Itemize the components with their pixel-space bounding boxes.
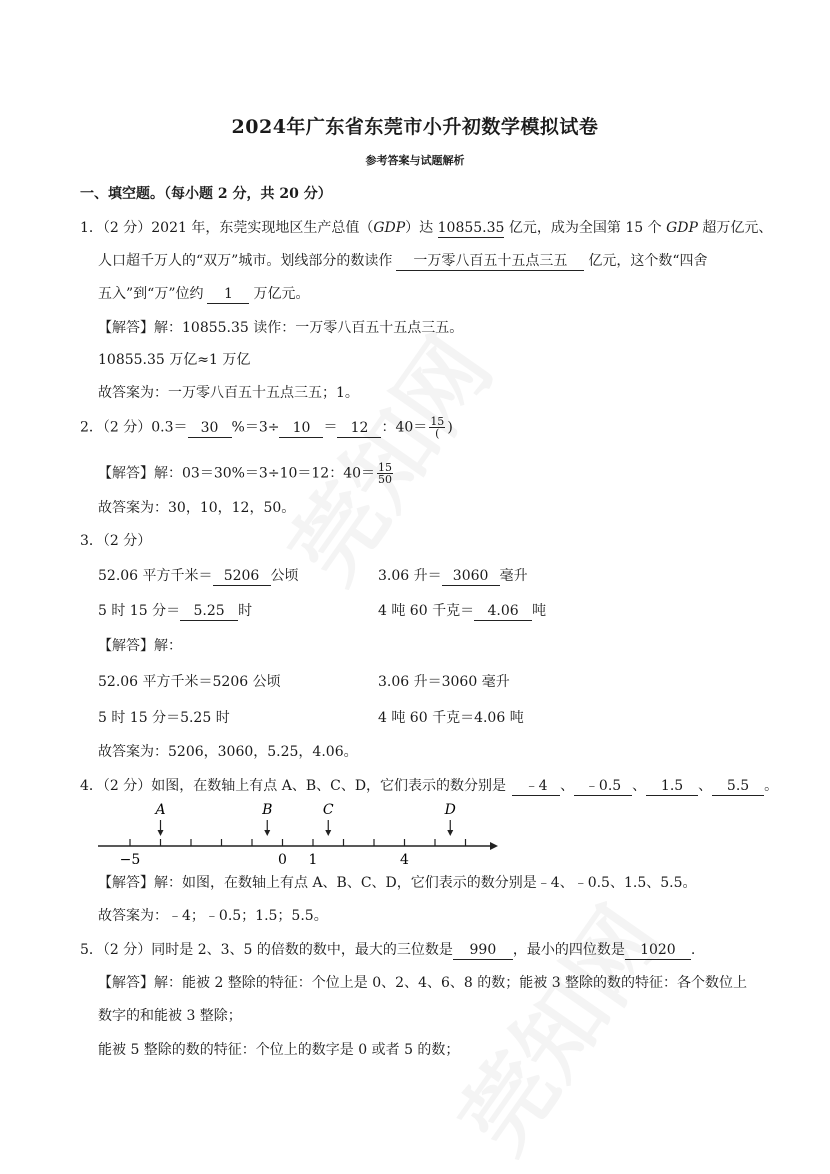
answer-blank: 5.5 [712,778,764,796]
question-3-item: 52.06 平方千米＝ 5206 公顷 [98,568,299,584]
answer-blank: 1 [207,286,249,304]
page-title: 2024年广东省东莞市小升初数学模拟试卷 [231,116,599,138]
answer-blank: 1.5 [646,778,698,796]
point-markers [153,802,455,836]
tick-label: 1 [308,852,318,868]
answer-blank: 3060 [442,568,500,586]
answer-blank: ﹣4 [512,778,560,796]
solution-text: 52.06 平方千米＝5206 公顷 [98,674,281,690]
solution-text: 5 时 15 分＝5.25 时 [98,710,230,726]
point-label: A [155,802,166,818]
tick-labels [120,852,409,868]
question-2: 2．（2 分）0.3＝ 30 %＝3÷ 10 ＝ 12 ：40＝ $\frac{15}{(}$ ) [80,415,453,440]
answer-blank: 30 [188,420,232,438]
tick-label: −5 [119,852,141,868]
question-3-item: 3.06 升＝ 3060 毫升 [378,568,528,584]
answer-summary: 故答案为：5206，3060，5.25，4.06。 [98,744,358,760]
arrow-head-icon [490,842,498,850]
tick-marks [130,839,466,846]
point-label: D [444,802,456,818]
question-4: 4．（2 分）如图，在数轴上有点 A、B、C、D，它们表示的数分别是 ﹣4 、 ﹣0.5 、 1.5 、 5.5 。 [80,778,779,794]
watermark [254,307,515,603]
question-1-line-3: 五入”到“万”位约 1 万亿元。 [98,286,310,302]
answer-blank: 5.25 [180,603,238,621]
answer-blank: 1020 [625,942,691,960]
solution-text: 数字的和能被 3 整除； [98,1008,242,1024]
fraction: $\frac{15}{(}$ [430,415,445,440]
page-subtitle: 参考答案与试题解析 [365,154,465,167]
solution-text: 【解答】解：能被 2 整除的特征：个位上是 0、2、4、6、8 的数；能被 3 整除的数的特征：各个数位上 [98,975,748,991]
number-line-figure [90,798,500,870]
solution-text: 【解答】解：10855.35 读作：一万零八百五十五点三五。 [98,320,464,336]
question-1-line-1: 1．（2 分）2021 年，东莞实现地区生产总值（GDP）达 10855.35 亿元，成为全国第 15 个 GDP 超万亿元、 [80,220,773,236]
down-arrow-icon [264,830,270,836]
tick-label: 0 [278,852,287,868]
watermark [424,877,685,1173]
down-arrow-icon [158,830,164,836]
answer-summary: 故答案为：一万零八百五十五点三五；1。 [98,385,359,401]
solution-text: 【解答】解：03＝30%＝3÷10＝12：40＝ $\frac{15}{50}$ [98,461,393,486]
point-label: B [262,802,273,818]
point-label: C [322,802,334,818]
answer-blank: 990 [453,942,513,960]
solution-text: 4 吨 60 千克＝4.06 吨 [378,710,524,726]
question-3: 3．（2 分） [80,533,152,549]
question-3-item: 5 时 15 分＝ 5.25 时 [98,603,253,619]
solution-text: 【解答】解：如图，在数轴上有点 A、B、C、D，它们表示的数分别是﹣4、﹣0.5、1.5、5.5。 [98,875,697,891]
tick-label: 4 [400,852,409,868]
fraction: $\frac{15}{50}$ [378,461,393,486]
answer-blank: 12 [337,420,381,438]
question-5: 5．（2 分）同时是 2、3、5 的倍数的数中，最大的三位数是 990 ，最小的四位数是 1020 . [80,942,696,958]
answer-blank: 一万零八百五十五点三五 [396,253,584,271]
answer-blank: 5206 [213,568,271,586]
answer-blank: ﹣0.5 [574,778,632,796]
answer-summary: 故答案为：﹣4；﹣0.5；1.5；5.5。 [98,908,328,924]
solution-text: 10855.35 万亿≈1 万亿 [98,352,251,368]
solution-text: 能被 5 整除的数的特征：个位上的数字是 0 或者 5 的数； [98,1042,460,1058]
down-arrow-icon [447,830,453,836]
solution-text: 【解答】解： [98,638,182,654]
solution-text: 3.06 升＝3060 毫升 [378,674,510,690]
question-1-line-2: 人口超千万人的“双万”城市。划线部分的数读作 一万零八百五十五点三五 亿元，这个数“四舍 [98,253,708,269]
answer-blank: 4.06 [474,603,532,621]
question-3-item: 4 吨 60 千克＝ 4.06 吨 [378,603,547,619]
answer-blank: 10 [279,420,323,438]
answer-summary: 故答案为：30，10，12，50。 [98,500,296,516]
down-arrow-icon [325,830,331,836]
section-heading: 一、填空题。（每小题 2 分，共 20 分） [80,186,332,202]
